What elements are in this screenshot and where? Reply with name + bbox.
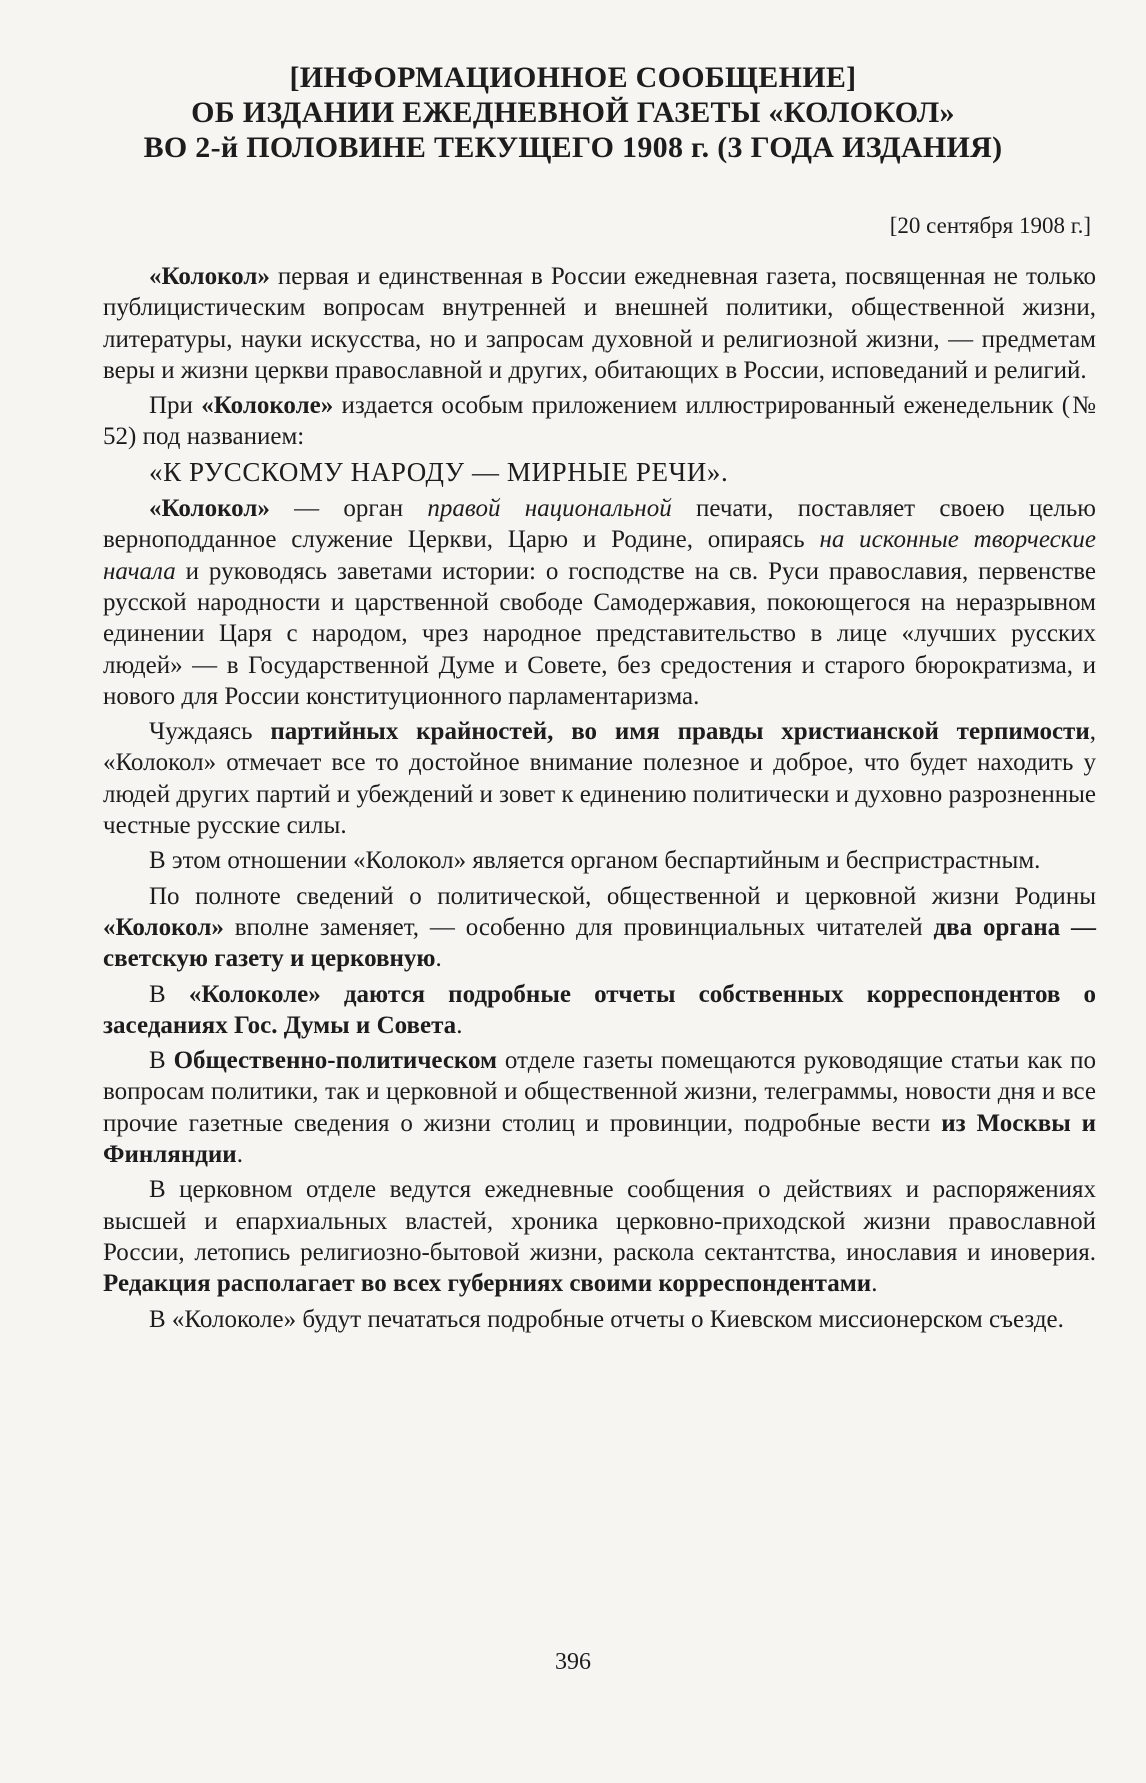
text: — орган — [269, 495, 428, 523]
paragraph-2 — [103, 390, 1096, 453]
bold-text: «Колоколе» даются подробные отчеты собственных корреспондентов о заседаниях Гос. Думы и Совета — [103, 980, 1096, 1039]
text: . — [871, 1270, 878, 1298]
text: . — [236, 1141, 243, 1169]
text: В этом отношении «Колокол» является органом беспартийным и беспристрастным. — [149, 847, 1041, 875]
paragraph-3 — [103, 457, 1096, 489]
text: В церковном отделе ведутся ежедневные сообщения о действиях и распоряжениях высшей и епархиальных властей, хроника церковно-приходской жизни православной России, летопись религиозно-бытовой жизни, раскола сектантства, инославия и иноверия. — [103, 1176, 1096, 1266]
italic-text: правой национальной — [427, 495, 672, 523]
text: печати, поставляет своею целью верноподданное служение Церкви, Царю и Родине, опираясь — [103, 495, 1096, 554]
bold-text: Редакция располагает во всех губерниях своими корреспондентами — [103, 1270, 872, 1298]
paragraph-1 — [103, 261, 1096, 386]
text: По полноте сведений о политической, общественной и церковной жизни Родины — [149, 882, 1096, 910]
text: В — [149, 980, 189, 1008]
text: В «Колоколе» будут печататься подробные отчеты о Киевском миссионерском съезде. — [149, 1305, 1064, 1333]
bold-text: партийных крайностей, во имя правды христианской терпимости — [270, 718, 1090, 746]
text: При — [149, 392, 202, 420]
title-line-2: ОБ ИЗДАНИИ ЕЖЕДНЕВНОЙ ГАЗЕТЫ «КОЛОКОЛ» — [191, 96, 955, 129]
document-title — [60, 60, 1086, 165]
text: издается особым приложением иллюстрированный еженедельник (№ 52) под названием: — [103, 392, 1096, 451]
text: и руководясь заветами истории: о господстве на св. Руси православия, первенстве русской народности и царственной свободе Самодержавия, покоющегося на неразрывном единении Царя с народом, чрез народное представительство в лице «лучших русских людей» — в Государственной Думе и Совете, без средостения и старого бюрократизма, и нового для России конституционного парламентаризма. — [103, 557, 1096, 710]
text: . — [435, 945, 442, 973]
paragraph-8 — [103, 979, 1096, 1042]
bold-text: два органа — светскую газету и церковную — [103, 913, 1096, 973]
title-line-1: [ИНФОРМАЦИОННОЕ СООБЩЕНИЕ] — [289, 61, 857, 94]
text: отделе газеты помещаются руководящие статьи как по вопросам политики, так и церковной и общественной жизни, телеграммы, новости дня и все прочие газетные сведения о жизни столиц и провинции, подробные вести — [103, 1047, 1096, 1137]
bold-text: Общественно-политическом — [173, 1047, 498, 1075]
document-body — [103, 261, 1096, 1339]
bold-text: «Колокол» — [103, 913, 224, 941]
paragraph-10 — [103, 1174, 1096, 1299]
bold-text: из Москвы и Финляндии — [103, 1109, 1096, 1169]
text: первая и единственная в России ежедневная газета, посвященная не только публицистическим вопросам внутренней и внешней политики, общественной жизни, литературы, науки искусства, но и запросам духовной и религиозной жизни, — предметам веры и жизни церкви православной и других, обитающих в России, исповеданий и религий. — [103, 263, 1096, 384]
text: вполне заменяет, — особенно для провинциальных читателей — [223, 913, 934, 941]
paragraph-11 — [103, 1304, 1096, 1335]
text: В — [149, 1047, 174, 1075]
bold-text: «Колоколе» — [201, 392, 334, 420]
text: Чуждаясь — [149, 718, 271, 746]
title-line-3: ВО 2-й ПОЛОВИНЕ ТЕКУЩЕГО 1908 г. (3 ГОДА ИЗДАНИЯ) — [143, 131, 1003, 164]
text: . — [456, 1011, 463, 1039]
paragraph-6 — [103, 845, 1096, 876]
paragraph-5 — [103, 716, 1096, 841]
page-number: 396 — [555, 1649, 591, 1675]
bold-text: «Колокол» — [149, 263, 270, 290]
italic-text: на исконные творческие начала — [103, 526, 1096, 585]
paragraph-4 — [103, 493, 1096, 712]
text: , «Колокол» отмечает все то достойное внимание полезное и доброе, что будет находить у людей других партий и убеждений и зовет к единению политически и духовно разрозненные честные русские силы. — [103, 718, 1096, 840]
paragraph-9 — [103, 1045, 1096, 1170]
supplement-title: «К РУССКОМУ НАРОДУ — МИРНЫЕ РЕЧИ». — [149, 456, 729, 487]
paragraph-7 — [103, 881, 1096, 975]
document-date: [20 сентября 1908 г.] — [889, 213, 1091, 238]
bold-text: «Колокол» — [149, 495, 270, 523]
